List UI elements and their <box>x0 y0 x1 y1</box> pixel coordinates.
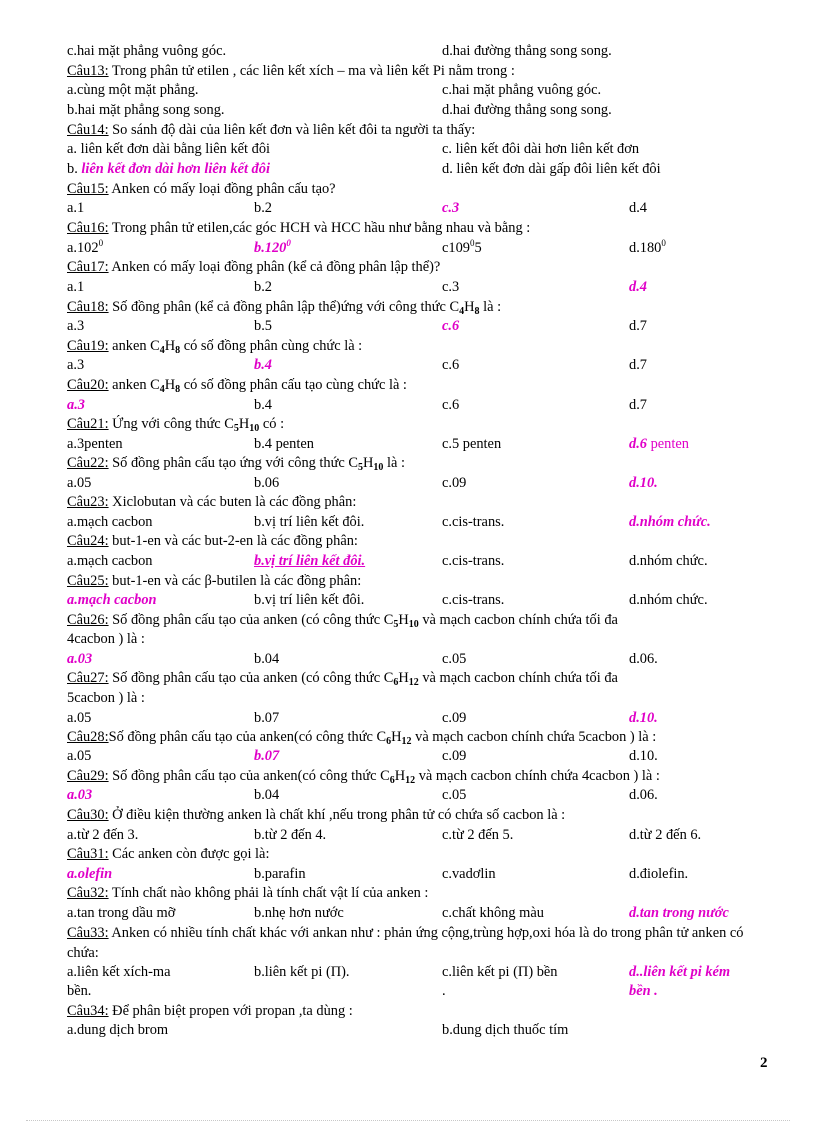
question-text: 4cacbon ) là : <box>67 631 145 647</box>
subscript: 6 <box>393 677 399 688</box>
option-row <box>67 591 768 610</box>
question-number: Câu26: <box>67 612 109 628</box>
subscript: 12 <box>408 677 419 688</box>
question-number: Câu24: <box>67 533 109 549</box>
footer-divider <box>26 1120 790 1121</box>
superscript: 0 <box>98 238 104 248</box>
option-row <box>67 552 768 571</box>
answer-highlight: liên kết đơn dài hơn liên kết đôi <box>81 161 270 177</box>
option-c: c. liên kết đôi dài hơn liên kết đơn <box>442 141 640 157</box>
option-text: a.102 <box>67 240 99 256</box>
option-row <box>67 356 768 375</box>
option-c: c.hai mặt phẳng vuông góc. <box>67 43 227 59</box>
subscript: 5 <box>358 462 364 473</box>
question-number: Câu19: <box>67 338 109 354</box>
question-text: Trong phân tử etilen , các liên kết xích – ma và liên kết Pi nằm trong : <box>108 63 515 79</box>
superscript: 0 <box>469 238 475 248</box>
subscript: 6 <box>386 736 392 747</box>
option-b: b.vị trí liên kết đôi. <box>254 514 365 530</box>
option-text: c109 <box>442 240 470 256</box>
question-21 <box>67 415 768 434</box>
option-row <box>67 278 768 297</box>
subscript: 6 <box>389 775 395 786</box>
option-text-tail: 5 <box>474 240 482 256</box>
option-c: c.vadơlin <box>442 866 496 882</box>
option-a: a.tan trong dầu mỡ <box>67 905 176 921</box>
question-number: Câu29: <box>67 768 109 784</box>
option-d-answer: d.4 <box>629 279 647 295</box>
question-22 <box>67 454 768 473</box>
option-b: b.2 <box>254 279 272 295</box>
option-d: d. liên kết đơn dài gấp đôi liên kết đôi <box>442 161 661 177</box>
option-b-answer: b.07 <box>254 748 280 764</box>
question-25 <box>67 572 768 591</box>
question-text: có số đồng phân cấu tạo cùng chức là : <box>180 377 407 393</box>
option-d: d.nhóm chức. <box>629 553 708 569</box>
option-a: a.1 <box>67 279 85 295</box>
option-row <box>67 904 768 923</box>
option-a: a.dung dịch brom <box>67 1022 169 1038</box>
question-text: Số đồng phân (kể cả đồng phân lập thể)ứng với công thức C <box>108 299 460 315</box>
question-text: Anken có mấy loại đồng phân cấu tạo? <box>108 181 336 197</box>
option-d-answer: d.nhóm chức. <box>629 514 711 530</box>
option-b: b.4 <box>254 397 272 413</box>
option-row <box>67 963 768 982</box>
question-26 <box>67 611 768 630</box>
option-a-answer: a.mạch cacbon <box>67 592 157 608</box>
option-d-answer-continuation: bền . <box>629 983 658 999</box>
subscript: 4 <box>159 384 165 395</box>
option-c-answer: c.6 <box>442 318 460 334</box>
subscript: 10 <box>408 619 419 630</box>
option-b: b.dung dịch thuốc tím <box>442 1022 569 1038</box>
question-number: Câu18: <box>67 299 109 315</box>
question-30 <box>67 806 768 825</box>
option-b: b.parafin <box>254 866 306 882</box>
option-a-answer: a.3 <box>67 397 85 413</box>
question-31 <box>67 845 768 864</box>
option-d: d.hai đường thẳng song song. <box>442 102 612 118</box>
question-15 <box>67 180 768 199</box>
question-number: Câu28: <box>67 729 109 745</box>
option-c: c.cis-trans. <box>442 553 505 569</box>
option-c: c.liên kết pi (Π) bền <box>442 964 558 980</box>
question-number: Câu16: <box>67 220 109 236</box>
answer-highlight: d.6 <box>629 436 647 452</box>
option-a: a.05 <box>67 710 92 726</box>
option-row <box>67 786 768 805</box>
option-row <box>67 650 768 669</box>
option-c: c.chất không màu <box>442 905 544 921</box>
option-a: a.05 <box>67 475 92 491</box>
option-a: a.3 <box>67 357 85 373</box>
option-a: a.3penten <box>67 436 123 452</box>
question-text: Ứng với công thức C <box>108 416 234 432</box>
question-text: H <box>363 455 374 471</box>
question-text: but-1-en và các β-butilen là các đồng phân: <box>108 573 362 589</box>
question-number: Câu34: <box>67 1003 109 1019</box>
option-text: d.180 <box>629 240 662 256</box>
question-number: Câu13: <box>67 63 109 79</box>
option-b-answer <box>254 239 291 258</box>
question-32 <box>67 884 768 903</box>
option-row <box>67 435 768 454</box>
question-text: có số đồng phân cùng chức là : <box>180 338 363 354</box>
option-c-continuation: . <box>442 983 446 999</box>
question-text: but-1-en và các but-2-en là các đồng phân: <box>108 533 358 549</box>
question-text: H <box>391 729 402 745</box>
option-c: c.09 <box>442 475 467 491</box>
question-number: Câu31: <box>67 846 109 862</box>
question-text: anken C <box>108 338 160 354</box>
option-row <box>67 865 768 884</box>
option-d: d.hai đường thẳng song song. <box>442 43 612 59</box>
subscript: 4 <box>159 345 165 356</box>
option-d-answer: d.10. <box>629 710 658 726</box>
option-b: b.4 penten <box>254 436 314 452</box>
question-text: và mạch cacbon chính chứa 4cacbon ) là : <box>415 768 660 784</box>
question-27 <box>67 669 768 688</box>
question-text: Anken có mấy loại đồng phân (kể cả đồng phân lập thể)? <box>108 259 441 275</box>
question-17 <box>67 258 768 277</box>
question-number: Câu25: <box>67 573 109 589</box>
question-number: Câu17: <box>67 259 109 275</box>
option-row <box>67 81 768 100</box>
option-d: d.7 <box>629 318 647 334</box>
question-text: có : <box>259 416 285 432</box>
question-continuation <box>67 630 768 649</box>
question-text: Trong phân tử etilen,các góc HCH và HCC hầu như bằng nhau và bằng : <box>108 220 531 236</box>
subscript: 12 <box>405 775 416 786</box>
question-29 <box>67 767 768 786</box>
question-33 <box>67 924 761 963</box>
option-a: a.3 <box>67 318 85 334</box>
option-b <box>67 160 270 179</box>
question-text: 5cacbon ) là : <box>67 690 145 706</box>
option-a: a.mạch cacbon <box>67 553 153 569</box>
option-c: c.6 <box>442 397 460 413</box>
superscript: 0 <box>286 238 291 248</box>
question-text: H <box>164 338 176 354</box>
option-text: b.120 <box>254 240 287 256</box>
option-a: a.từ 2 đến 3. <box>67 827 139 843</box>
option-c: c.cis-trans. <box>442 592 505 608</box>
option-b: b.07 <box>254 710 280 726</box>
question-text: Số đồng phân cấu tạo ứng với công thức C <box>108 455 359 471</box>
question-text: là : <box>383 455 406 471</box>
option-d: d.từ 2 đến 6. <box>629 827 702 843</box>
question-text: So sánh độ dài của liên kết đơn và liên kết đôi ta người ta thấy: <box>108 122 476 138</box>
option-row <box>67 101 768 120</box>
question-text: Xiclobutan và các buten là các đồng phân: <box>108 494 357 510</box>
option-row <box>67 474 768 493</box>
question-text: Số đồng phân cấu tạo của anken (có công thức C <box>108 612 394 628</box>
option-a: a.cùng một mặt phẳng. <box>67 82 199 98</box>
option-b: b.nhẹ hơn nước <box>254 905 344 921</box>
question-text: H <box>238 416 250 432</box>
question-number: Câu14: <box>67 122 109 138</box>
option-a-answer: a.olefin <box>67 866 113 882</box>
option-row <box>67 396 768 415</box>
option-row <box>67 513 768 532</box>
option-c-answer: c.3 <box>442 200 460 216</box>
option-row <box>67 317 768 336</box>
option-c: c.09 <box>442 748 467 764</box>
option-b: b.vị trí liên kết đôi. <box>254 592 365 608</box>
question-23 <box>67 493 768 512</box>
question-text: Số đồng phân cấu tạo của anken(có công thức C <box>108 729 387 745</box>
option-c <box>442 239 482 258</box>
subscript: 10 <box>373 462 384 473</box>
question-number: Câu20: <box>67 377 109 393</box>
option-b: b.5 <box>254 318 272 334</box>
question-number: Câu32: <box>67 885 109 901</box>
subscript: 4 <box>459 306 465 317</box>
question-text: và mạch cacbon chính chứa tối đa <box>418 670 618 686</box>
question-text: H <box>164 377 176 393</box>
question-number: Câu30: <box>67 807 109 823</box>
option-b: b.hai mặt phẳng song song. <box>67 102 225 118</box>
option-row <box>67 160 768 179</box>
option-d: d.7 <box>629 397 647 413</box>
question-18 <box>67 298 768 317</box>
option-b-answer: b.4 <box>254 357 272 373</box>
subscript: 5 <box>233 423 239 434</box>
option-row <box>67 42 768 61</box>
question-text: H <box>398 612 409 628</box>
question-number: Câu22: <box>67 455 109 471</box>
option-c: c.09 <box>442 710 467 726</box>
option-d-answer: d..liên kết pi kém <box>629 964 731 980</box>
option-a: a.1 <box>67 200 85 216</box>
option-b: b.2 <box>254 200 272 216</box>
subscript: 8 <box>474 306 480 317</box>
question-number: Câu23: <box>67 494 109 510</box>
option-row <box>67 747 768 766</box>
option-d <box>629 239 666 258</box>
option-a: a. liên kết đơn dài bằng liên kết đôi <box>67 141 271 157</box>
question-text: Anken có nhiều tính chất khác với ankan như : phản ứng cộng,trùng hợp,oxi hóa là do trong phân tử anken có chứa: <box>67 925 744 961</box>
question-number: Câu21: <box>67 416 109 432</box>
question-text: Số đồng phân cấu tạo của anken(có công thức C <box>108 768 390 784</box>
option-d: d.7 <box>629 357 647 373</box>
option-a-continuation: bền. <box>67 983 92 999</box>
option-a-answer: a.03 <box>67 787 93 803</box>
option-c: c.từ 2 đến 5. <box>442 827 514 843</box>
question-number: Câu33: <box>67 925 109 941</box>
option-prefix: b. <box>67 161 82 177</box>
question-20 <box>67 376 768 395</box>
option-d-answer: d.tan trong nước <box>629 905 729 921</box>
superscript: 0 <box>661 238 666 248</box>
page-number: 2 <box>760 1055 768 1071</box>
option-d-answer <box>629 435 689 454</box>
question-number: Câu15: <box>67 181 109 197</box>
question-number: Câu27: <box>67 670 109 686</box>
option-a-answer: a.03 <box>67 651 93 667</box>
option-b-answer: b.vị trí liên kết đôi. <box>254 553 366 569</box>
option-c: c.05 <box>442 651 467 667</box>
subscript: 10 <box>249 423 260 434</box>
option-b: b.04 <box>254 651 280 667</box>
question-text: và mạch cacbon chính chứa tối đa <box>418 612 618 628</box>
question-34 <box>67 1002 768 1021</box>
option-b: b.06 <box>254 475 280 491</box>
option-c: c.5 penten <box>442 436 502 452</box>
option-d: d.06. <box>629 787 658 803</box>
option-a <box>67 239 103 258</box>
option-a: a.mạch cacbon <box>67 514 153 530</box>
option-b: b.04 <box>254 787 280 803</box>
option-a: a.liên kết xích-ma <box>67 964 171 980</box>
question-14 <box>67 121 768 140</box>
option-d: d.4 <box>629 200 647 216</box>
option-c: c.3 <box>442 279 460 295</box>
option-row <box>67 709 768 728</box>
question-text: là : <box>479 299 502 315</box>
question-text: Ở điều kiện thường anken là chất khí ,nếu trong phân tử có chứa số cacbon là : <box>108 807 566 823</box>
option-row <box>67 1021 768 1040</box>
option-b: b.từ 2 đến 4. <box>254 827 327 843</box>
question-text: H <box>394 768 406 784</box>
question-text: H <box>464 299 475 315</box>
option-row <box>67 199 768 218</box>
option-c: c.05 <box>442 787 467 803</box>
option-c: c.cis-trans. <box>442 514 505 530</box>
option-d: d.điolefin. <box>629 866 689 882</box>
option-b: b.liên kết pi (Π). <box>254 964 350 980</box>
option-row <box>67 239 768 258</box>
subscript: 8 <box>175 345 181 356</box>
answer-tail: penten <box>647 436 689 452</box>
question-text: Để phân biệt propen với propan ,ta dùng : <box>108 1003 353 1019</box>
question-text: anken C <box>108 377 160 393</box>
question-text: Các anken còn được gọi là: <box>108 846 270 862</box>
option-row <box>67 140 768 159</box>
option-c: c.hai mặt phẳng vuông góc. <box>442 82 602 98</box>
option-d: d.10. <box>629 748 658 764</box>
option-d: d.nhóm chức. <box>629 592 708 608</box>
question-16 <box>67 219 768 238</box>
subscript: 12 <box>401 736 412 747</box>
question-continuation <box>67 689 768 708</box>
option-row <box>67 826 768 845</box>
question-19 <box>67 337 768 356</box>
option-d-answer: d.10. <box>629 475 658 491</box>
question-text: Số đồng phân cấu tạo của anken (có công thức C <box>108 670 394 686</box>
question-text: Tính chất nào không phải là tính chất vật lí của anken : <box>108 885 429 901</box>
question-13 <box>67 62 768 81</box>
option-d: d.06. <box>629 651 658 667</box>
option-a: a.05 <box>67 748 92 764</box>
question-28 <box>67 728 768 747</box>
question-text: và mạch cacbon chính chứa 5cacbon ) là : <box>411 729 657 745</box>
option-row-continuation <box>67 982 768 1001</box>
subscript: 8 <box>175 384 181 395</box>
question-text: H <box>398 670 409 686</box>
subscript: 5 <box>393 619 399 630</box>
question-24 <box>67 532 768 551</box>
option-c: c.6 <box>442 357 460 373</box>
